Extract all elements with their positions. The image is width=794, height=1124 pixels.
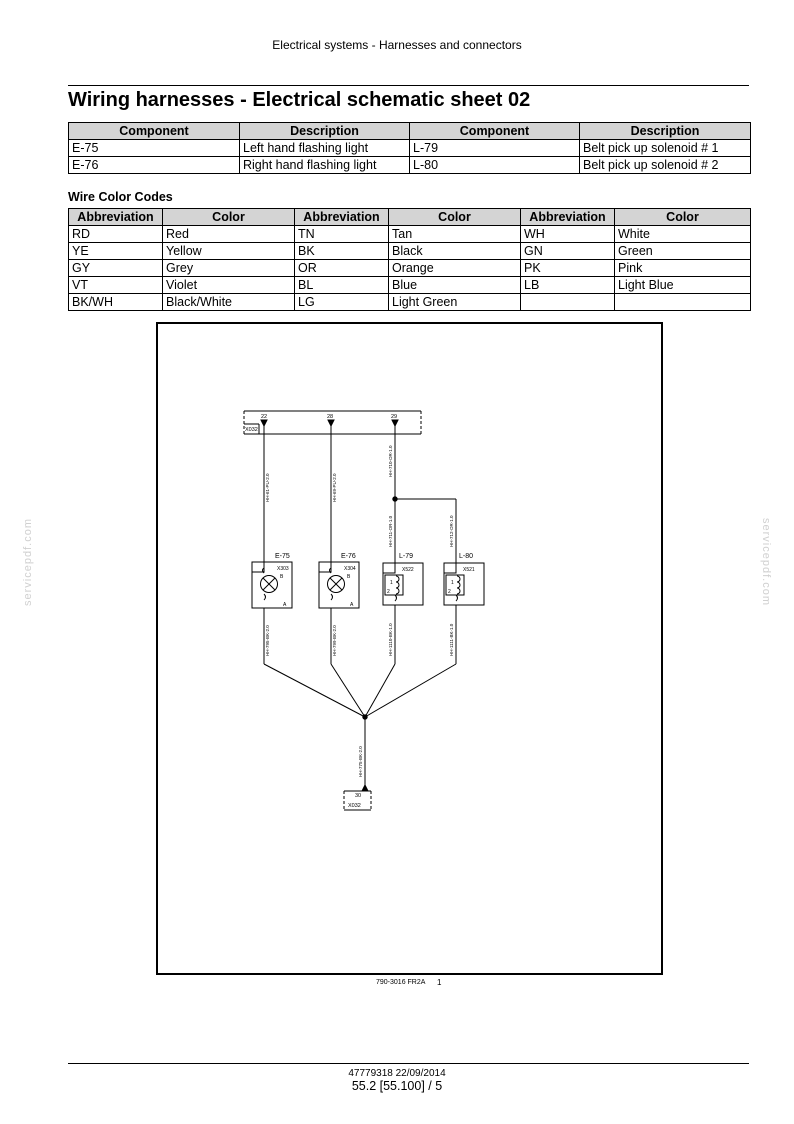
table-cell: WH: [521, 226, 615, 243]
table-cell: Black: [389, 243, 521, 260]
footer-divider: [68, 1063, 749, 1064]
table-cell: BK: [295, 243, 389, 260]
pin-label: 1: [390, 580, 393, 586]
column-header: Color: [389, 209, 521, 226]
table-cell: Right hand flashing light: [240, 157, 410, 174]
table-cell: Orange: [389, 260, 521, 277]
pin-label: 2: [387, 589, 390, 595]
connector-label: X522: [402, 567, 414, 573]
table-row: [69, 243, 751, 260]
column-header: Abbreviation: [521, 209, 615, 226]
column-header: Color: [163, 209, 295, 226]
table-cell: LG: [295, 294, 389, 311]
component-label: L-80: [459, 553, 474, 560]
wire-converge: [365, 664, 395, 717]
connector-label: X304: [344, 566, 356, 572]
wire-code: HH-1111-BK-1.0: [449, 623, 454, 656]
table-row: [69, 294, 751, 311]
table-cell: VT: [69, 277, 163, 294]
pin-label: A: [283, 602, 287, 608]
table-cell: White: [615, 226, 751, 243]
table-cell: Violet: [163, 277, 295, 294]
column-header: Abbreviation: [295, 209, 389, 226]
table-cell: E-76: [69, 157, 240, 174]
table-cell: Grey: [163, 260, 295, 277]
column-header: Abbreviation: [69, 209, 163, 226]
column-header: Color: [615, 209, 751, 226]
wire-code: HH-61-PU-2.0: [265, 473, 270, 502]
wire-codes-heading: Wire Color Codes: [68, 190, 173, 204]
wire-code: HH-799-BK-2.0: [332, 625, 337, 656]
connector-label: X032: [245, 427, 258, 433]
pin-label: 1: [451, 580, 454, 586]
table-cell: Yellow: [163, 243, 295, 260]
component-label: L-79: [399, 553, 414, 560]
watermark-left: servicepdf.com: [22, 518, 34, 606]
table-cell: LB: [521, 277, 615, 294]
footer-page-number: 55.2 [55.100] / 5: [351, 1079, 443, 1093]
pin-markers: [261, 420, 398, 791]
connector-label: X032: [348, 803, 361, 809]
title-divider: [68, 85, 749, 86]
table-row: [69, 157, 751, 174]
table-cell: Pink: [615, 260, 751, 277]
running-header: Electrical systems - Harnesses and connectors: [272, 38, 522, 52]
table-row: [69, 226, 751, 243]
column-header: Component: [410, 123, 580, 140]
table-cell: [615, 294, 751, 311]
wire-code: HH-1110-BK-1.0: [388, 623, 393, 656]
wire-code: HH-795-BK-2.0: [265, 625, 270, 656]
table-cell: YE: [69, 243, 163, 260]
pin-label: 22: [261, 414, 268, 420]
table-cell: TN: [295, 226, 389, 243]
wire-converge: [264, 664, 365, 717]
column-header: Description: [240, 123, 410, 140]
component-table: [68, 122, 751, 174]
component-label: E-76: [341, 553, 356, 560]
table-cell: Light Blue: [615, 277, 751, 294]
wire-code: HH-711-OR-1.0: [388, 515, 393, 547]
figure-number: 1: [437, 978, 442, 987]
page-title: Wiring harnesses - Electrical schematic sheet 02: [68, 89, 531, 111]
table-cell: Left hand flashing light: [240, 140, 410, 157]
table-header-row: [69, 123, 751, 140]
wire-code: HH-69-PU-2.0: [332, 473, 337, 502]
table-row: [69, 140, 751, 157]
table-cell: Tan: [389, 226, 521, 243]
table-cell: Belt pick up solenoid # 2: [580, 157, 751, 174]
table-cell: L-80: [410, 157, 580, 174]
table-cell: GN: [521, 243, 615, 260]
table-cell: PK: [521, 260, 615, 277]
pin-label: A: [350, 602, 354, 608]
table-cell: GY: [69, 260, 163, 277]
watermark-right: servicepdf.com: [760, 518, 772, 606]
schematic-diagram: [156, 322, 663, 975]
pin-label: 2: [448, 589, 451, 595]
connector-label: X521: [463, 567, 475, 573]
pin-label: 29: [391, 414, 398, 420]
table-cell: [521, 294, 615, 311]
table-cell: Green: [615, 243, 751, 260]
table-row: [69, 260, 751, 277]
wire-converge: [365, 664, 456, 717]
column-header: Description: [580, 123, 751, 140]
table-row: [69, 277, 751, 294]
table-cell: Black/White: [163, 294, 295, 311]
pin-label: B: [347, 574, 351, 580]
pin-label: 28: [327, 414, 334, 420]
table-cell: L-79: [410, 140, 580, 157]
table-cell: Belt pick up solenoid # 1: [580, 140, 751, 157]
pin-label: B: [280, 574, 284, 580]
table-cell: Red: [163, 226, 295, 243]
table-cell: Blue: [389, 277, 521, 294]
table-cell: Light Green: [389, 294, 521, 311]
wire-color-table: [68, 208, 751, 311]
table-header-row: [69, 209, 751, 226]
wire-code: HH-712-OR-1.0: [449, 515, 454, 547]
connector-label: X303: [277, 566, 289, 572]
wire-code: HH-710-OR-1.0: [388, 445, 393, 477]
figure-reference: 790-3016 FR2A: [376, 979, 426, 986]
footer-document-id: 47779318 22/09/2014: [348, 1068, 446, 1079]
table-cell: BK/WH: [69, 294, 163, 311]
table-cell: RD: [69, 226, 163, 243]
column-header: Component: [69, 123, 240, 140]
pin-label: 30: [355, 793, 362, 799]
table-cell: OR: [295, 260, 389, 277]
wire-converge: [331, 664, 365, 717]
splice-node: [393, 497, 397, 501]
wire-code: HH-775-BK-2.0: [358, 746, 363, 777]
component-label: E-75: [275, 553, 290, 560]
table-cell: BL: [295, 277, 389, 294]
table-cell: E-75: [69, 140, 240, 157]
